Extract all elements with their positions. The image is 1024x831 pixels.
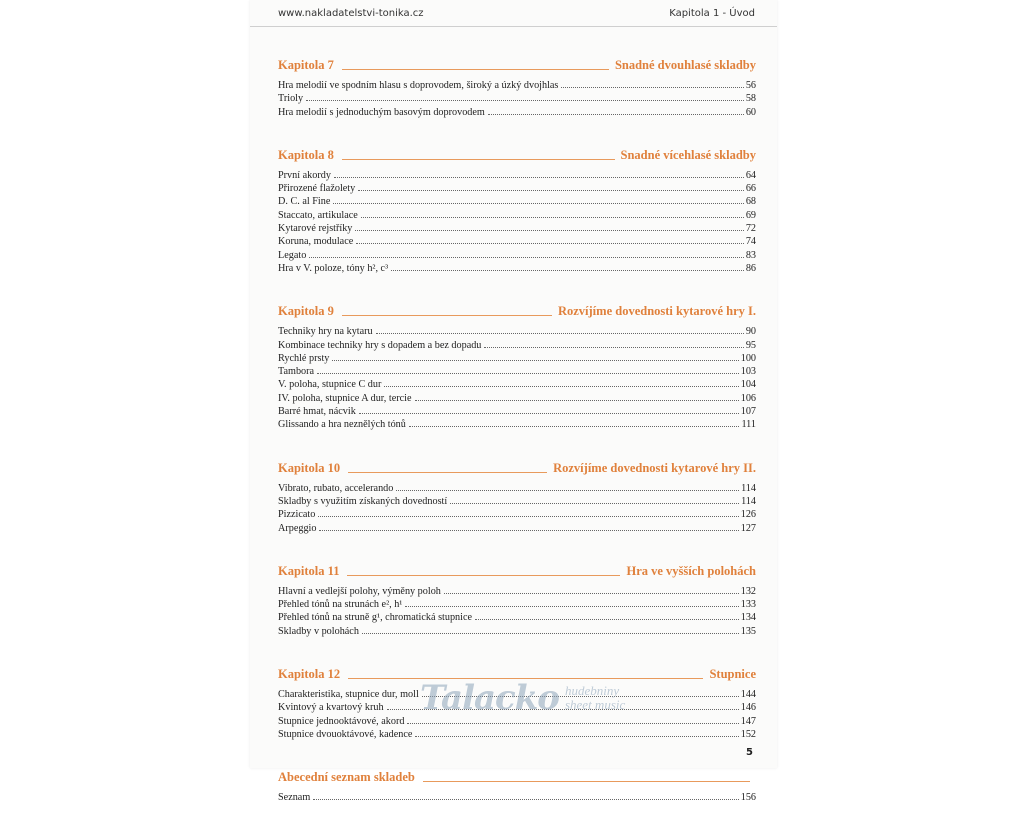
- chapter-rule: [342, 69, 609, 70]
- watermark-text: [565, 684, 625, 712]
- toc-entry: [278, 249, 756, 262]
- toc-entry-page: 127: [740, 522, 756, 534]
- chapter-heading: [278, 145, 756, 163]
- chapter-heading: [278, 458, 756, 476]
- toc-entry-page: 86: [745, 262, 756, 274]
- toc-entry-title: Hra v V. poloze, tóny h², c³: [278, 262, 389, 274]
- watermark-line-2: sheet music: [564, 697, 626, 712]
- watermark-logo: Talacko: [420, 678, 559, 718]
- toc-entry-title: Koruna, modulace: [278, 236, 354, 248]
- toc-entry: [278, 522, 756, 535]
- toc-entry: [278, 508, 756, 521]
- toc-entry-title: Přehled tónů na strunách e², h¹: [278, 599, 403, 611]
- dot-leader: [313, 799, 738, 800]
- toc-entry: [278, 611, 756, 624]
- toc-entry-title: Hra melodií ve spodním hlasu s doprovodem, široký a úzký dvojhlas: [278, 80, 559, 91]
- chapter-heading: [278, 767, 756, 785]
- toc-entry-page: 83: [745, 249, 756, 261]
- chapter-section: [278, 145, 756, 275]
- chapter-rule: [423, 781, 750, 782]
- dot-leader: [317, 373, 739, 374]
- dot-leader: [332, 360, 738, 361]
- dot-leader: [358, 190, 744, 191]
- chapter-section: [278, 767, 756, 804]
- toc-entry-page: 74: [745, 236, 756, 248]
- toc-entry-title: Stupnice jednooktávové, akord: [278, 715, 405, 727]
- chapter-label: Kapitola 12: [278, 667, 341, 682]
- running-head: Kapitola 1 - Úvod: [669, 8, 755, 19]
- chapter-label: Abecední seznam skladeb: [278, 770, 415, 785]
- toc-entry-page: 114: [741, 495, 756, 507]
- toc-entry-title: Přehled tónů na struně g¹, chromatická stupnice: [278, 612, 473, 624]
- dot-leader: [319, 530, 738, 531]
- toc-entry: [278, 209, 756, 222]
- toc-entry-page: 66: [745, 183, 756, 195]
- toc-entry-page: 144: [740, 689, 756, 701]
- dot-leader: [407, 723, 738, 724]
- toc-entry-page: 72: [745, 223, 756, 235]
- dot-leader: [309, 257, 744, 258]
- toc-entry-title: Hra melodií s jednoduchým basovým doprovodem: [278, 106, 485, 118]
- toc-entry-title: Kombinace techniky hry s dopadem a bez dopadu: [278, 339, 482, 351]
- toc-entry-title: D. C. al Fine: [278, 196, 331, 208]
- toc-entry-title: Rychlé prsty: [278, 352, 330, 364]
- chapter-rule: [342, 315, 552, 316]
- toc-entry: [278, 339, 756, 352]
- dot-leader: [362, 633, 739, 634]
- toc-entry: [278, 625, 756, 638]
- chapter-rule: [347, 575, 620, 576]
- toc-entry: [278, 222, 756, 235]
- toc-entry: [278, 495, 756, 508]
- toc-entry-title: První akordy: [278, 169, 331, 181]
- dot-leader: [450, 503, 739, 504]
- dot-leader: [415, 400, 739, 401]
- toc-entry-page: 107: [740, 406, 756, 418]
- toc-entry: [278, 598, 756, 611]
- dot-leader: [561, 87, 743, 88]
- chapter-label: Kapitola 7: [278, 58, 334, 72]
- toc-entry-title: Tambora: [278, 366, 315, 378]
- toc-entry-page: 133: [740, 599, 756, 611]
- chapter-rule: [342, 159, 615, 160]
- dot-leader: [415, 736, 738, 737]
- toc-entry: [278, 106, 756, 119]
- toc-entry-title: Hlavní a vedlejší polohy, výměny poloh: [278, 585, 441, 597]
- dot-leader: [396, 490, 739, 491]
- dot-leader: [306, 100, 744, 101]
- toc-entry-title: Skladby v polohách: [278, 625, 359, 637]
- toc-entry: [278, 262, 756, 275]
- toc-entry: [278, 79, 756, 92]
- dot-leader: [361, 217, 744, 218]
- toc-entry: [278, 169, 756, 182]
- toc-entry-page: 56: [745, 80, 756, 91]
- toc-entry: [278, 182, 756, 195]
- toc-entry-page: 134: [740, 612, 756, 624]
- chapter-heading: [278, 55, 756, 73]
- page-number: 5: [746, 747, 753, 758]
- chapter-title: Stupnice: [709, 667, 756, 682]
- toc-entry-title: Přirozené flažolety: [278, 183, 356, 195]
- dot-leader: [318, 516, 738, 517]
- toc-entry: [278, 235, 756, 248]
- toc-entry: [278, 378, 756, 391]
- publisher-url: www.nakladatelstvi-tonika.cz: [278, 8, 424, 19]
- toc-entry-title: Skladby s využitím získaných dovedností: [278, 495, 448, 507]
- toc-entry-page: 132: [740, 585, 756, 597]
- dot-leader: [409, 426, 740, 427]
- toc-entry-page: 106: [740, 392, 756, 404]
- toc-entry-title: Legato: [278, 249, 307, 261]
- toc-entry-page: 68: [745, 196, 756, 208]
- toc-entry: [278, 195, 756, 208]
- watermark: [420, 678, 625, 718]
- dot-leader: [333, 203, 743, 204]
- watermark-line-1: hudebniny: [564, 683, 620, 698]
- toc-entry-title: Charakteristika, stupnice dur, moll: [278, 689, 419, 701]
- toc-entry-title: Trioly: [278, 93, 304, 105]
- toc-entry-title: Techniky hry na kytaru: [278, 326, 373, 338]
- toc-entry: [278, 405, 756, 418]
- toc-entry-title: Barré hmat, nácvik: [278, 406, 356, 418]
- dot-leader: [405, 606, 738, 607]
- toc-entry: [278, 482, 756, 495]
- toc-entry-page: 58: [745, 93, 756, 105]
- toc-entry-title: Kytarové rejstříky: [278, 223, 353, 235]
- toc-entry: [278, 325, 756, 338]
- toc-entry-title: Kvintový a kvartový kruh: [278, 702, 384, 714]
- toc-entry: [278, 352, 756, 365]
- toc-entry-title: Arpeggio: [278, 522, 317, 534]
- chapter-title: Hra ve vyšších polohách: [626, 563, 756, 578]
- toc-entry: [278, 585, 756, 598]
- toc-entry-title: Vibrato, rubato, accelerando: [278, 482, 394, 494]
- toc-entry-page: 100: [740, 352, 756, 364]
- book-page: [250, 0, 777, 804]
- toc-entry-page: 147: [740, 715, 756, 727]
- toc-entry-title: Staccato, artikulace: [278, 209, 358, 221]
- chapter-heading: [278, 301, 756, 319]
- chapter-label: Kapitola 9: [278, 304, 334, 319]
- toc-entry-page: 103: [740, 366, 756, 378]
- dot-leader: [334, 177, 744, 178]
- toc-entry: [278, 728, 756, 741]
- toc-entry-title: Seznam: [278, 792, 311, 804]
- chapter-label: Kapitola 10: [278, 460, 341, 475]
- chapter-label: Kapitola 8: [278, 147, 334, 162]
- toc-entry-page: 135: [740, 625, 756, 637]
- page-header: [250, 0, 777, 27]
- toc-entry: [278, 365, 756, 378]
- toc-entry-page: 152: [740, 728, 756, 740]
- toc-entry-page: 111: [741, 419, 756, 431]
- dot-leader: [376, 333, 744, 334]
- toc-entry-page: 69: [745, 209, 756, 221]
- toc-entry-title: Glissando a hra neznělých tónů: [278, 419, 406, 431]
- toc-entry-page: 104: [740, 379, 756, 391]
- toc-entry: [278, 791, 756, 804]
- chapter-title: Rozvíjíme dovednosti kytarové hry I.: [557, 304, 756, 319]
- dot-leader: [384, 386, 738, 387]
- toc-entry-page: 64: [745, 169, 756, 181]
- toc-entry-page: 146: [740, 702, 756, 714]
- toc-entry-page: 60: [745, 106, 756, 118]
- chapter-section: [278, 458, 756, 535]
- chapter-section: [278, 561, 756, 638]
- toc-entry-page: 114: [741, 482, 756, 494]
- toc-entry-title: Stupnice dvouoktávové, kadence: [278, 728, 413, 740]
- chapter-label: Kapitola 11: [278, 563, 340, 578]
- dot-leader: [356, 243, 744, 244]
- toc-entry-title: IV. poloha, stupnice A dur, tercie: [278, 392, 412, 404]
- dot-leader: [359, 413, 739, 414]
- toc-entry-page: 90: [745, 326, 756, 338]
- toc-entry-title: V. poloha, stupnice C dur: [278, 379, 382, 391]
- dot-leader: [391, 270, 744, 271]
- chapter-title: Snadné dvouhlasé skladby: [614, 58, 756, 72]
- chapter-heading: [278, 561, 756, 579]
- chapter-title: Snadné vícehlasé skladby: [620, 147, 756, 162]
- dot-leader: [475, 619, 739, 620]
- toc-entry-page: 126: [740, 509, 756, 521]
- chapter-section: [278, 301, 756, 431]
- chapter-rule: [348, 472, 547, 473]
- toc-entry-page: 156: [740, 792, 756, 804]
- toc-entry: [278, 92, 756, 105]
- chapter-title: Rozvíjíme dovednosti kytarové hry II.: [553, 460, 756, 475]
- dot-leader: [488, 114, 744, 115]
- toc-entry: [278, 418, 756, 431]
- toc-entry-page: 95: [745, 339, 756, 351]
- chapter-section: [278, 55, 756, 119]
- toc-entry-title: Pizzicato: [278, 509, 316, 521]
- dot-leader: [484, 347, 743, 348]
- toc-entry: [278, 392, 756, 405]
- dot-leader: [444, 593, 739, 594]
- dot-leader: [355, 230, 743, 231]
